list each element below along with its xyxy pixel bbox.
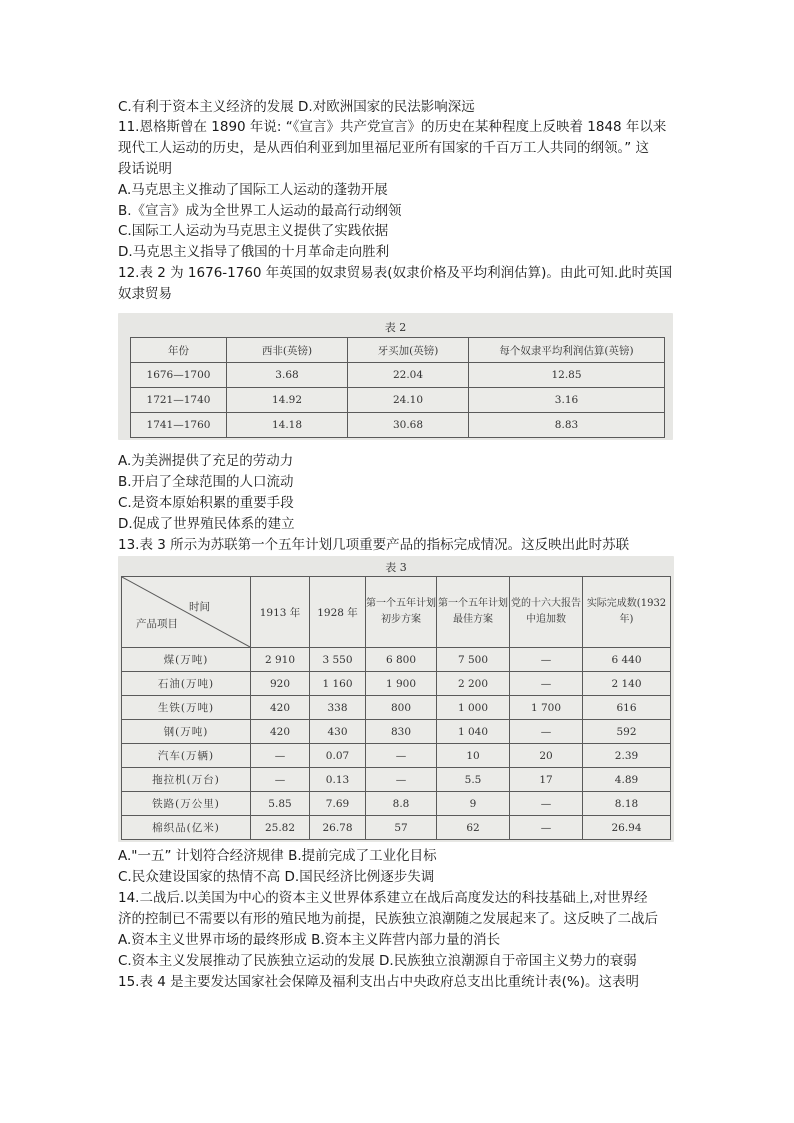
table-header-cell: 党的十六大报告中追加数 (510, 577, 583, 648)
table-cell: — (510, 816, 583, 840)
table-cell: 26.78 (310, 816, 366, 840)
corner-label-product: 产品项目 (136, 618, 178, 630)
table-cell: 430 (310, 720, 366, 744)
table-cell: — (251, 768, 310, 792)
table-row (122, 648, 671, 672)
table-row (122, 744, 671, 768)
table-row (131, 363, 665, 388)
table-cell: 6 440 (583, 648, 671, 672)
table-cell: 920 (251, 672, 310, 696)
question-11-option-c: C.国际工人运动为马克思主义提供了实践依据 (118, 223, 389, 239)
table-header-cell: 西非(英镑) (227, 338, 348, 363)
table-cell: 1741—1760 (131, 413, 227, 438)
table-cell: 5.5 (437, 768, 510, 792)
table-cell: 2 910 (251, 648, 310, 672)
question-12-stem: 奴隶贸易 (118, 286, 172, 302)
table-cell: 22.04 (348, 363, 469, 388)
table-row (122, 720, 671, 744)
table-cell: 7 500 (437, 648, 510, 672)
table-cell: 8.83 (469, 413, 665, 438)
table-cell: 5.85 (251, 792, 310, 816)
table-header-row (131, 338, 665, 363)
table-cell: 26.94 (583, 816, 671, 840)
table-cell: 420 (251, 696, 310, 720)
table-header-cell: 年份 (131, 338, 227, 363)
corner-label-time: 时间 (189, 601, 210, 613)
table-cell: 8.8 (366, 792, 437, 816)
question-12-option-b: B.开启了全球范围的人口流动 (118, 474, 294, 490)
table-cell: 1 160 (310, 672, 366, 696)
table-cell: 1676—1700 (131, 363, 227, 388)
table-cell: 4.89 (583, 768, 671, 792)
table-cell: 9 (437, 792, 510, 816)
table-cell: 8.18 (583, 792, 671, 816)
row-label: 生铁(万吨) (122, 696, 251, 720)
table-cell: 616 (583, 696, 671, 720)
table-cell: 7.69 (310, 792, 366, 816)
table-row (122, 816, 671, 840)
table-cell: 338 (310, 696, 366, 720)
table-row (122, 792, 671, 816)
table-cell: 2.39 (583, 744, 671, 768)
table-cell: 17 (510, 768, 583, 792)
question-11-stem: 现代工人运动的历史，是从西伯利亚到加里福尼亚所有国家的千百万工人共同的纲领。” 这 (118, 140, 650, 156)
row-label: 汽车(万辆) (122, 744, 251, 768)
table-row (122, 768, 671, 792)
table-cell: 1 700 (510, 696, 583, 720)
table-cell: 830 (366, 720, 437, 744)
question-12-option-c: C.是资本原始积累的重要手段 (118, 495, 294, 511)
table-row (131, 413, 665, 438)
table-cell: 14.18 (227, 413, 348, 438)
table-cell: 24.10 (348, 388, 469, 413)
table-header-row (122, 577, 671, 648)
table-cell: 14.92 (227, 388, 348, 413)
question-11-stem: 段话说明 (118, 161, 172, 177)
table-cell: 62 (437, 816, 510, 840)
table-cell: 1 000 (437, 696, 510, 720)
table-cell: 3.16 (469, 388, 665, 413)
table-cell: — (510, 792, 583, 816)
question-14-stem: 济的控制已不需要以有形的殖民地为前提，民族独立浪潮随之发展起来了。这反映了二战后 (118, 911, 658, 927)
question-14-options: C.资本主义发展推动了民族独立运动的发展 D.民族独立浪潮源自于帝国主义势力的衰弱 (118, 953, 637, 969)
row-label: 钢(万吨) (122, 720, 251, 744)
table-cell: — (510, 720, 583, 744)
question-12-stem: 12.表 2 为 1676-1760 年英国的奴隶贸易表(奴隶价格及平均利润估算)。由此可知.此时英国 (118, 265, 673, 281)
question-15-stem: 15.表 4 是主要发达国家社会保障及福利支出占中央政府总支出比重统计表(%)。这表明 (118, 974, 640, 990)
question-11-option-a: A.马克思主义推动了国际工人运动的蓬勃开展 (118, 182, 388, 198)
table-cell: 6 800 (366, 648, 437, 672)
table-header-cell: 实际完成数(1932 年) (583, 577, 671, 648)
table-cell: — (510, 672, 583, 696)
question-14-stem: 14.二战后.以美国为中心的资本主义世界体系建立在战后高度发达的科技基础上,对世界经 (118, 890, 648, 906)
table-cell: 1721—1740 (131, 388, 227, 413)
table-cell: 420 (251, 720, 310, 744)
question-13-options: A."一五” 计划符合经济规律 B.提前完成了工业化目标 (118, 848, 437, 864)
table-header-cell: 每个奴隶平均利润估算(英镑) (469, 338, 665, 363)
row-label: 石油(万吨) (122, 672, 251, 696)
diagonal-line (122, 577, 250, 647)
question-12-option-a: A.为美洲提供了充足的劳动力 (118, 453, 294, 469)
table-header-cell: 1928 年 (310, 577, 366, 648)
table-cell: — (366, 744, 437, 768)
table-cell: 0.07 (310, 744, 366, 768)
question-12-option-d: D.促成了世界殖民体系的建立 (118, 516, 295, 532)
table-cell: 592 (583, 720, 671, 744)
table-header-cell: 第一个五年计划最佳方案 (437, 577, 510, 648)
table-cell: 20 (510, 744, 583, 768)
row-label: 铁路(万公里) (122, 792, 251, 816)
table-cell: 57 (366, 816, 437, 840)
question-13-options: C.民众建设国家的热情不高 D.国民经济比例逐步失调 (118, 869, 435, 885)
table-cell: 800 (366, 696, 437, 720)
table-row (122, 672, 671, 696)
table-cell: 2 200 (437, 672, 510, 696)
table-cell: 3.68 (227, 363, 348, 388)
question-11-option-b: B.《宣言》成为全世界工人运动的最高行动纲领 (118, 203, 402, 219)
question-11-option-d: D.马克思主义指导了俄国的十月革命走向胜利 (118, 244, 390, 260)
row-label: 拖拉机(万台) (122, 768, 251, 792)
table-2 (130, 337, 665, 438)
table-row (122, 696, 671, 720)
table-header-cell: 第一个五年计划初步方案 (366, 577, 437, 648)
option-line: C.有利于资本主义经济的发展 D.对欧洲国家的民法影响深远 (118, 99, 475, 115)
table-cell: 1 040 (437, 720, 510, 744)
table-cell: 3 550 (310, 648, 366, 672)
question-11-stem: 11.恩格斯曾在 1890 年说: “《宣言》共产党宣言》的历史在某种程度上反映着 1848 年以来 (118, 119, 667, 135)
table-cell: 0.13 (310, 768, 366, 792)
table-cell: — (251, 744, 310, 768)
question-14-options: A.资本主义世界市场的最终形成 B.资本主义阵营内部力量的消长 (118, 932, 501, 948)
table-2-caption: 表 2 (384, 321, 407, 334)
table-cell: 12.85 (469, 363, 665, 388)
table-cell: — (366, 768, 437, 792)
table-row (131, 388, 665, 413)
table-cell: 25.82 (251, 816, 310, 840)
table-3-caption: 表 3 (385, 561, 407, 574)
question-13-stem: 13.表 3 所示为苏联第一个五年计划几项重要产品的指标完成情况。这反映出此时苏联 (118, 537, 630, 553)
table-cell: 1 900 (366, 672, 437, 696)
row-label: 煤(万吨) (122, 648, 251, 672)
table-cell: — (510, 648, 583, 672)
table-3 (121, 576, 671, 840)
table-header-cell: 1913 年 (251, 577, 310, 648)
table-cell: 2 140 (583, 672, 671, 696)
table-cell: 10 (437, 744, 510, 768)
row-label: 棉织品(亿米) (122, 816, 251, 840)
table-header-cell: 牙买加(英镑) (348, 338, 469, 363)
table-corner-cell (122, 577, 251, 648)
table-cell: 30.68 (348, 413, 469, 438)
